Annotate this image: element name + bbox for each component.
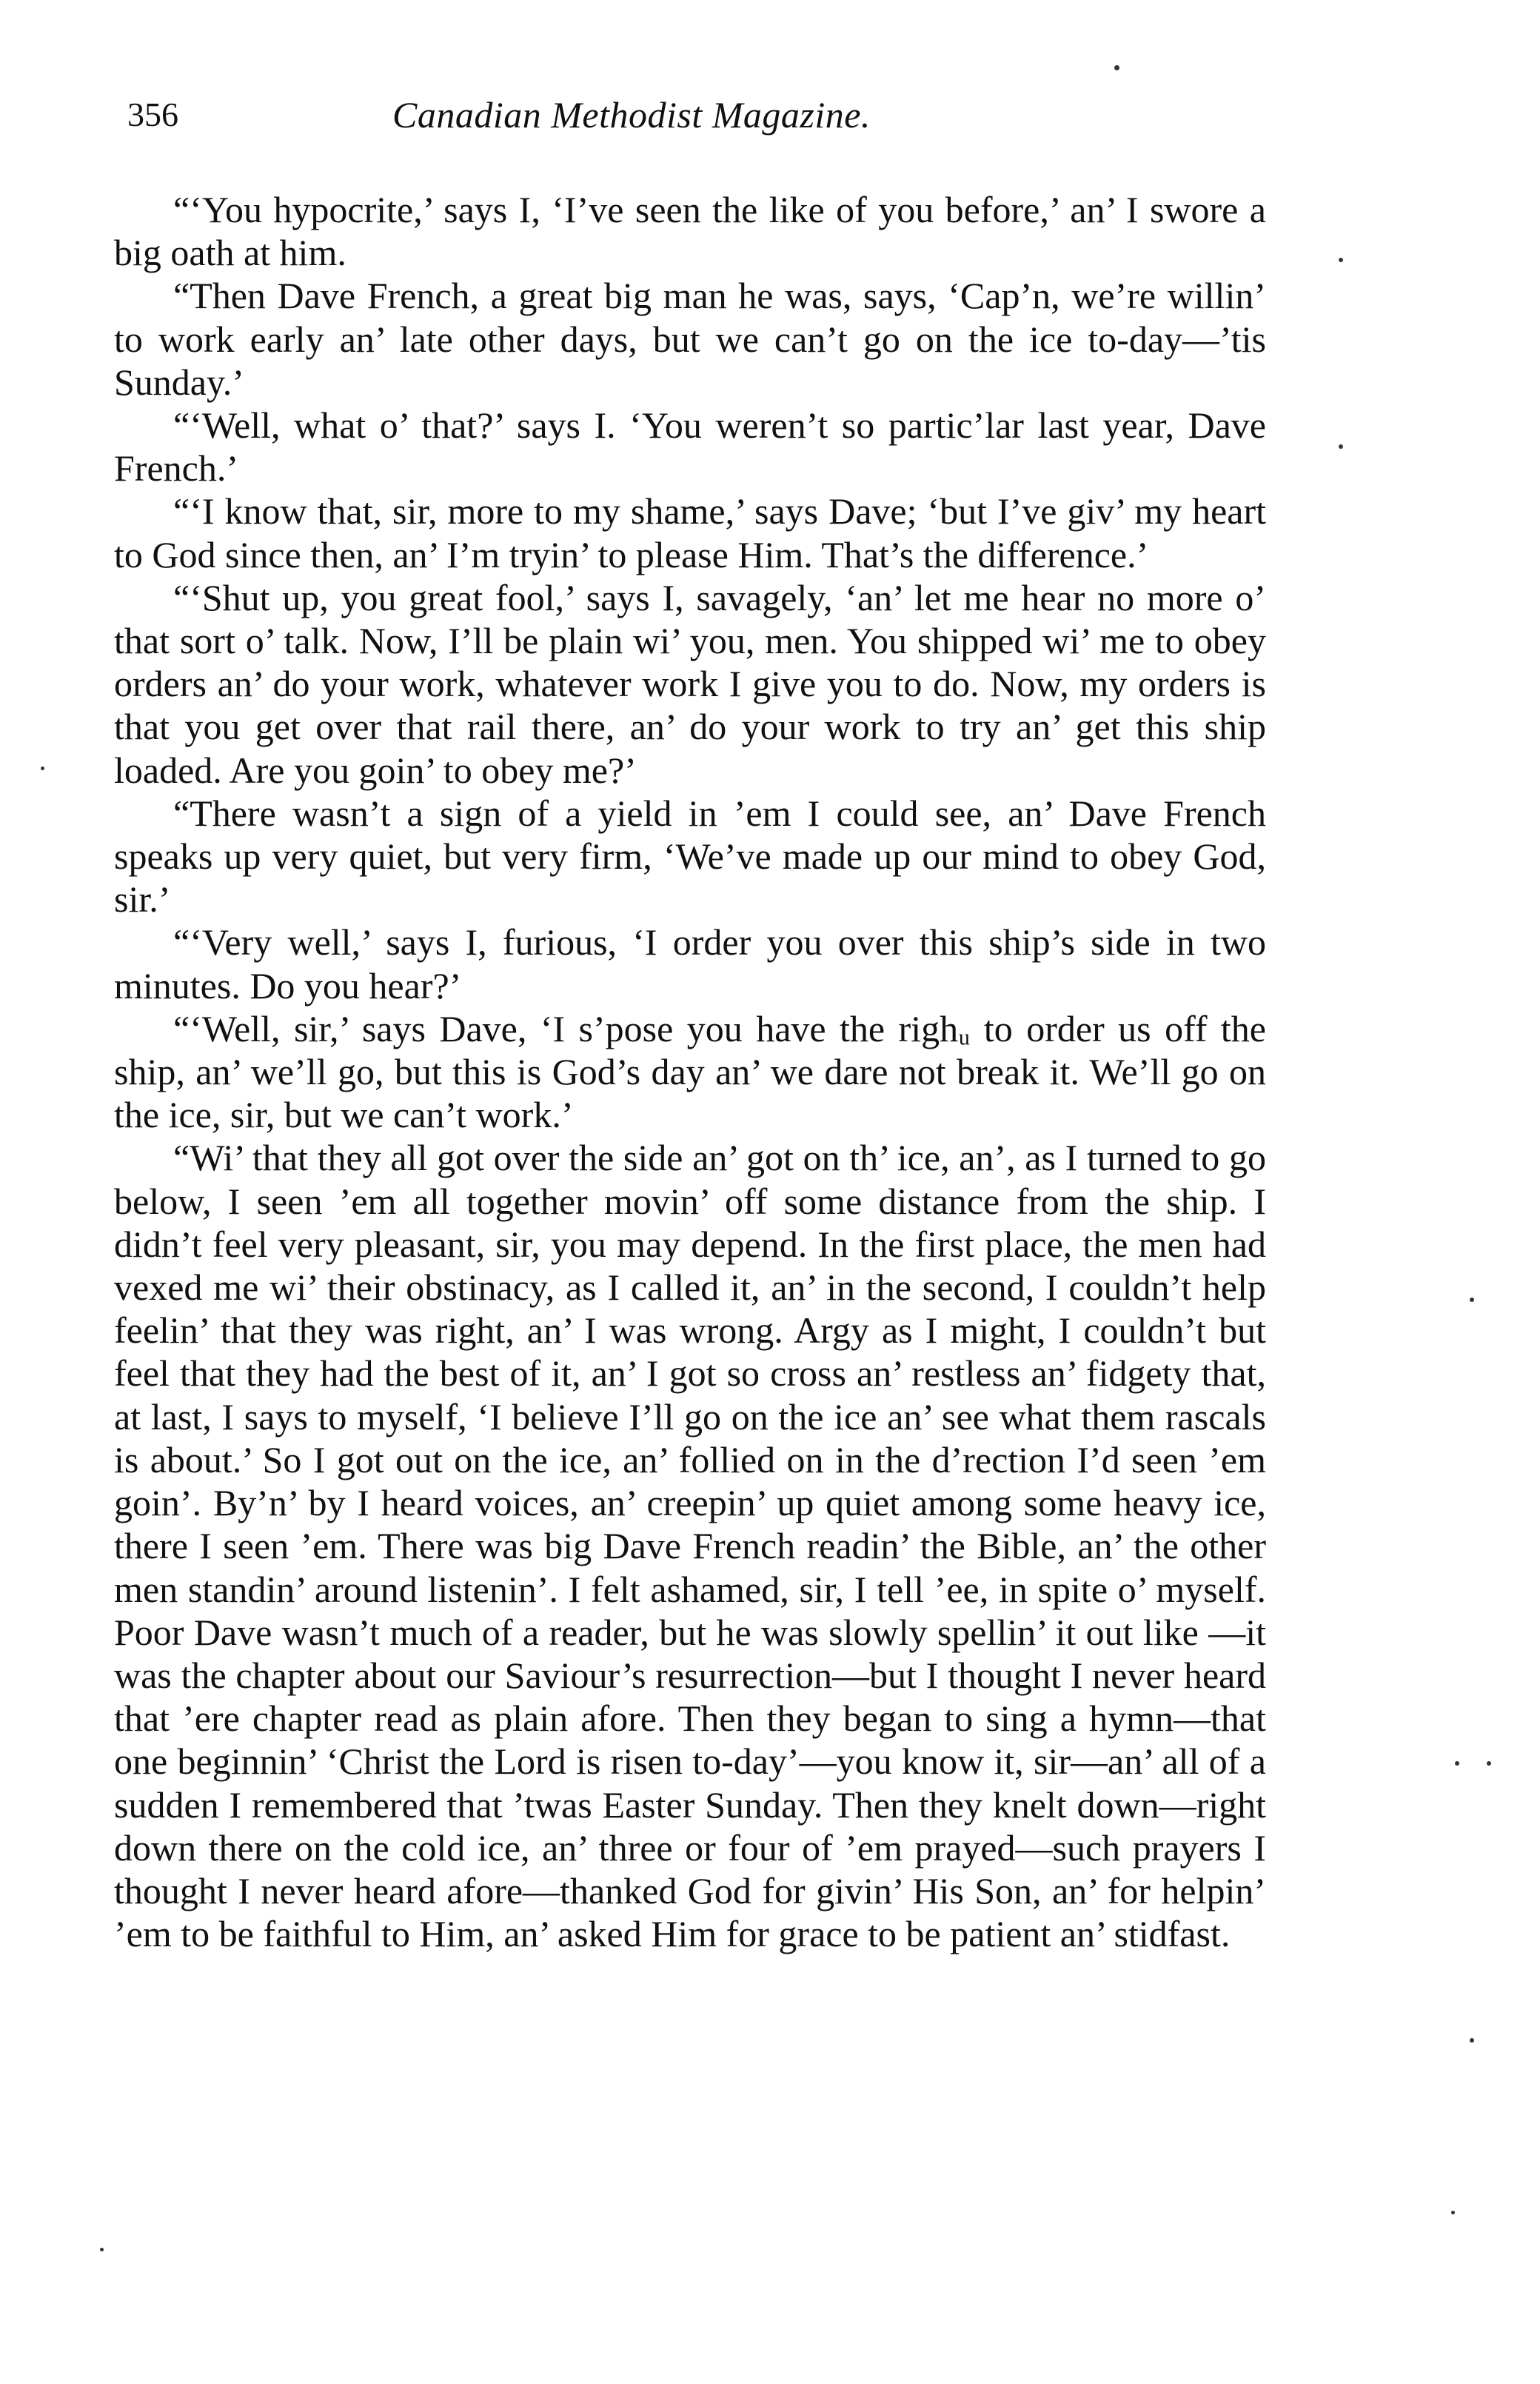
scan-speck [1339,444,1343,449]
paragraph: “‘Well, sir,’ says Dave, ‘I s’pose you have the righᵤ to order us off the ship, an’ we’ll go, but this is God’s day an’ we dare not break it. We’ll go on the ice, sir, but we can’t work.’ [114,1007,1266,1136]
paragraph: “There wasn’t a sign of a yield in ’em I could see, an’ Dave French speaks up very quiet, but very firm, ‘We’ve made up our mind to obey God, sir.’ [114,792,1266,921]
scan-speck [1470,1298,1474,1302]
book-page [111,74,1266,1955]
scan-speck [1339,258,1343,262]
scan-speck [100,2248,104,2251]
paragraph: “Wi’ that they all got over the side an’ got on th’ ice, an’, as I turned to go below, I seen ’em all together movin’ off some distance from the ship. I didn’t feel very pleasant, sir, you may depend. In the first place, the men had vexed me wi’ their obstinacy, as I called it, an’ in the second, I couldn’t help feelin’ that they was right, an’ I was wrong. Argy as I might, I couldn’t but feel that they had the best of it, an’ I got so cross an’ restless an’ fidgety that, at last, I says to myself, ‘I believe I’ll go on the ice an’ see what them rascals is about.’ So I got out on the ice, an’ follied on in the d’rection I’d seen ’em goin’. By’n’ by I heard voices, an’ creepin’ up quiet among some heavy ice, there I seen ’em. There was big Dave French readin’ the Bible, an’ the other men standin’ around listenin’. I felt ashamed, sir, I tell ’ee, in spite o’ myself. Poor Dave wasn’t much of a reader, but he was slowly spellin’ it out like —it was the chapter about our Saviour’s resurrection—but I thought I never heard that ’ere chapter read as plain afore. Then they began to sing a hymn—that one beginnin’ ‘Christ the Lord is risen to-day’—you know it, sir—an’ all of a sudden I remembered that ’twas Easter Sunday. Then they knelt down—right down there on the cold ice, an’ three or four of ’em prayed—such prayers I thought I never heard afore—thanked God for givin’ His Son, an’ for helpin’ ’em to be faithful to Him, an’ asked Him for grace to be patient an’ stidfast. [114,1137,1266,1955]
scan-speck [41,767,44,770]
scan-speck [1487,1761,1491,1766]
page-header [111,74,1266,156]
paragraph: “‘You hypocrite,’ says I, ‘I’ve seen the like of you before,’ an’ I swore a big oath at him. [114,189,1266,274]
scan-speck [1114,65,1119,70]
paragraph: “‘I know that, sir, more to my shame,’ says Dave; ‘but I’ve giv’ my heart to God since then, an’ I’m tryin’ to please Him. That’s the difference.’ [114,490,1266,575]
paragraph: “‘Very well,’ says I, furious, ‘I order you over this ship’s side in two minutes. Do you hear?’ [114,921,1266,1006]
paragraph: “‘Well, what o’ that?’ says I. ‘You weren’t so partic’lar last year, Dave French.’ [114,404,1266,490]
scan-speck [1451,2211,1455,2214]
running-title: Canadian Methodist Magazine. [392,94,871,136]
scan-speck [1470,2038,1474,2043]
scan-speck [1455,1761,1459,1766]
paragraph: “‘Shut up, you great fool,’ says I, savagely, ‘an’ let me hear no more o’ that sort o’ talk. Now, I’ll be plain wi’ you, men. You shipped wi’ me to obey orders an’ do your work, whatever work I give you to do. Now, my orders is that you get over that rail there, an’ do your work to try an’ get this ship loaded. Are you goin’ to obey me?’ [114,576,1266,791]
body-text [111,188,1266,1955]
page-number: 356 [127,96,178,133]
paragraph: “Then Dave French, a great big man he was, says, ‘Cap’n, we’re willin’ to work early an’ late other days, but we can’t go on the ice to-day—’tis Sunday.’ [114,275,1266,403]
